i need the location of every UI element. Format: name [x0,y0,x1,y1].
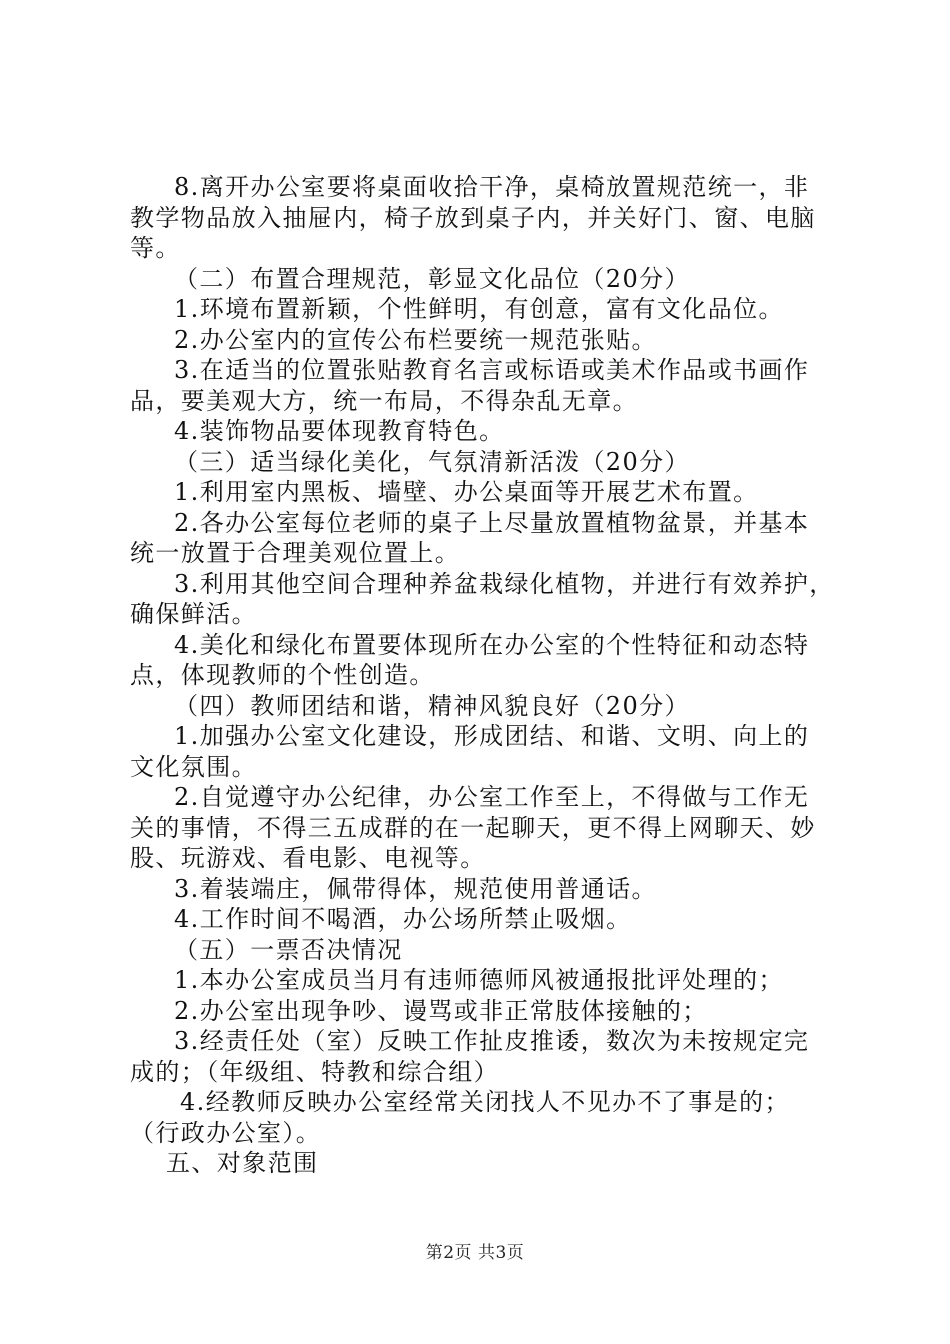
text-line: （五）一票否决情况 [174,935,403,964]
text-line: （四）教师团结和谐，精神风貌良好（20分） [174,691,690,720]
text-line: 4.经教师反映办公室经常关闭找人不见办不了事是的； [180,1088,790,1116]
text-line: 五、对象范围 [166,1149,319,1177]
text-line: 股、玩游戏、看电影、电视等。 [130,844,486,872]
text-line: 点，体现教师的个性创造。 [130,661,435,689]
text-line: 品，要美观大方，统一布局，不得杂乱无章。 [130,386,638,415]
text-line: 2.办公室出现争吵、谩骂或非正常肢体接触的； [174,996,708,1025]
text-line: 3.在适当的位置张贴教育名言或标语或美术作品或书画作 [174,356,810,384]
text-line: 4.美化和绿化布置要体现所在办公室的个性特征和动态特 [174,630,810,659]
text-line: 统一放置于合理美观位置上。 [130,539,461,567]
text-line: （二）布置合理规范，彰显文化品位（20分） [174,264,690,293]
text-line: 确保鲜活。 [130,600,257,628]
text-line: 2.办公室内的宣传公布栏要统一规范张贴。 [174,325,657,354]
text-line: 3.着装端庄，佩带得体，规范使用普通话。 [174,874,657,903]
text-line: 文化氛围。 [130,752,257,781]
text-line: 1.利用室内黑板、墙壁、办公桌面等开展艺术布置。 [174,478,759,506]
text-line: 等。 [130,234,181,262]
text-line: （三）适当绿化美化，气氛清新活泼（20分） [174,447,690,476]
text-line: 8.离开办公室要将桌面收拾干净，桌椅放置规范统一，非 [174,173,810,201]
page-footer: 第2页 共3页 [425,1243,525,1263]
text-line: 教学物品放入抽屉内，椅子放到桌子内，并关好门、窗、电脑 [130,203,816,232]
text-line: 1.加强办公室文化建设，形成团结、和谐、文明、向上的 [174,722,810,750]
text-line: 1.本办公室成员当月有违师德师风被通报批评处理的； [174,966,784,994]
text-line: 3.经责任处（室）反映工作扯皮推诿，数次为未按规定完 [174,1027,810,1055]
text-line: （行政办公室）。 [130,1118,322,1147]
text-line: 4.装饰物品要体现教育特色。 [174,417,505,445]
text-line: 成的；（年级组、特教和综合组） [130,1057,499,1086]
text-line: 1.环境布置新颖，个性鲜明，有创意，富有文化品位。 [174,295,784,323]
text-line: 2.各办公室每位老师的桌子上尽量放置植物盆景，并基本 [174,508,810,537]
document-body [130,172,835,1179]
text-line: 关的事情，不得三五成群的在一起聊天，更不得上网聊天、妙 [130,813,816,842]
text-line: 3.利用其他空间合理种养盆栽绿化植物，并进行有效养护， [174,569,835,598]
text-line: 4.工作时间不喝酒，办公场所禁止吸烟。 [174,905,632,933]
text-line: 2.自觉遵守办公纪律，办公室工作至上，不得做与工作无 [174,783,810,811]
